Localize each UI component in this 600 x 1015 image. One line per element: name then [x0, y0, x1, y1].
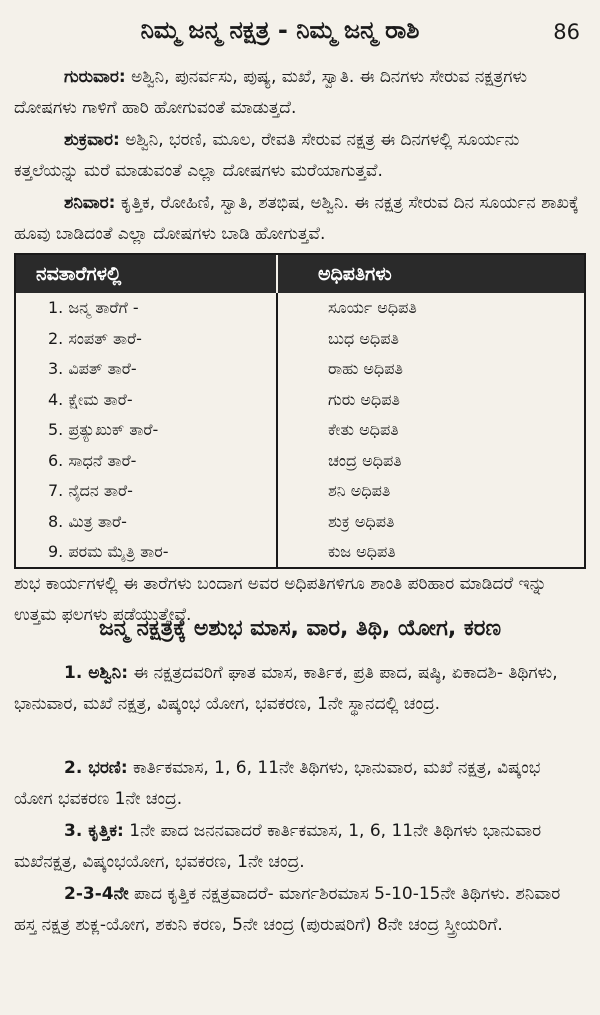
table-cell: ಬುಧ ಅಧಿಪತಿ: [328, 328, 399, 348]
item-text: 1ನೇ ಪಾದ ಜನನವಾದರೆ ಕಾರ್ತಿಕಮಾಸ, 1, 6, 11ನೇ ತಿಥಿಗಳು ಭಾನುವಾರ ಮಖೆನಕ್ಷತ್ರ, ವಿಷ್ಕಂಭಯೋಗ, ಭವಕರಣ, 1ನೇ ಚಂದ್ರ.: [14, 821, 542, 872]
table-column-adhipati: [278, 293, 584, 568]
day-label: ಶುಕ್ರವಾರ:: [64, 130, 120, 150]
page-number: 86: [553, 20, 580, 44]
table-cell: ಕೇತು ಅಧಿಪತಿ: [328, 420, 399, 439]
day-label: ಶನಿವಾರ:: [64, 193, 116, 213]
table-header: [16, 255, 584, 293]
table-cell: 7. ನೈದನ ತಾರೆ-: [48, 481, 133, 500]
table-cell: ಶನಿ ಅಧಿಪತಿ: [328, 481, 391, 500]
table-cell: 3. ವಿಪತ್ ತಾರೆ-: [48, 359, 137, 378]
intro-paragraph-friday: [14, 125, 584, 187]
column-header-navatare: ನವತಾರೆಗಳಲ್ಲಿ: [16, 255, 278, 293]
running-title: ನಿಮ್ಮ ಜನ್ಮ ನಕ್ಷತ್ರ - ನಿಮ್ಮ ಜನ್ಮ ರಾಶಿ: [140, 16, 420, 44]
table-cell: 8. ಮಿತ್ರ ತಾರೆ-: [48, 511, 127, 531]
table-cell: ರಾಹು ಅಧಿಪತಿ: [328, 359, 403, 378]
table-cell: 1. ಜನ್ಮ ತಾರೆಗೆ -: [48, 298, 139, 317]
table-cell: 4. ಕ್ಷೇಮ ತಾರೆ-: [48, 389, 133, 409]
column-header-adhipati: ಅಧಿಪತಿಗಳು: [318, 263, 392, 285]
paragraph-text: ಅಶ್ವಿನಿ, ಪುನರ್ವಸು, ಪುಷ್ಯ, ಮಖೆ, ಸ್ವಾತಿ. ಈ ದಿನಗಳು ಸೇರುವ ನಕ್ಷತ್ರಗಳು ದೋಷಗಳು ಗಾಳಿಗೆ ಹಾರಿ ಹೋಗುವಂತೆ ಮಾಡುತ್ತದೆ.: [14, 67, 528, 118]
navatare-table: [14, 253, 586, 569]
item-label: 2-3-4ನೇ: [64, 884, 129, 904]
page-header: [0, 14, 600, 48]
table-cell: 6. ಸಾಧನೆ ತಾರೆ-: [48, 450, 137, 470]
section-heading: ಜನ್ಮ ನಕ್ಷತ್ರಕ್ಕೆ ಅಶುಭ ಮಾಸ, ವಾರ, ತಿಥಿ, ಯೋಗ, ಕರಣ: [98, 616, 502, 641]
item-krittika-2-3-4: [14, 879, 584, 941]
table-column-tare: [16, 293, 278, 568]
table-cell: 5. ಪ್ರತ್ಯುಖುಕ್ ತಾರೆ-: [48, 420, 159, 439]
paragraph-text: ಕೃತ್ತಿಕ, ರೋಹಿಣಿ, ಸ್ವಾತಿ, ಶತಭಿಷ, ಅಶ್ವಿನಿ. ಈ ನಕ್ಷತ್ರ ಸೇರುವ ದಿನ ಸೂರ್ಯನ ಶಾಖಕ್ಕೆ ಹೂವು ಬಾಡಿದಂತೆ ಎಲ್ಲಾ ದೋಷಗಳು ಬಾಡಿ ಹೋಗುತ್ತವೆ.: [14, 193, 579, 244]
table-cell: 2. ಸಂಪತ್ ತಾರೆ-: [48, 328, 142, 348]
item-krittika: [14, 816, 584, 878]
table-cell: ಗುರು ಅಧಿಪತಿ: [328, 389, 400, 409]
item-label: 1. ಅಶ್ವಿನಿ:: [64, 663, 129, 683]
table-cell: ಕುಜ ಅಧಿಪತಿ: [328, 542, 396, 561]
table-cell: ಸೂರ್ಯ ಅಧಿಪತಿ: [328, 298, 417, 317]
item-label: 3. ಕೃತ್ತಿಕ:: [64, 821, 124, 841]
day-label: ಗುರುವಾರ:: [64, 67, 126, 87]
paragraph-text: ಅಶ್ವಿನಿ, ಭರಣಿ, ಮೂಲ, ರೇವತಿ ಸೇರುವ ನಕ್ಷತ್ರ ಈ ದಿನಗಳಲ್ಲಿ ಸೂರ್ಯನು ಕತ್ತಲೆಯನ್ನು ಮರೆ ಮಾಡುವಂತೆ ಎಲ್ಲಾ ದೋಷಗಳು ಮರೆಯಾಗುತ್ತವೆ.: [14, 130, 520, 181]
item-ashwini: [14, 658, 584, 720]
item-text: ಕಾರ್ತಿಕಮಾಸ, 1, 6, 11ನೇ ತಿಥಿಗಳು, ಭಾನುವಾರ, ಮಖೆ ನಕ್ಷತ್ರ, ವಿಷ್ಕಂಭ ಯೋಗ ಭವಕರಣ 1ನೇ ಚಂದ್ರ.: [14, 758, 541, 809]
table-cell: ಶುಕ್ರ ಅಧಿಪತಿ: [328, 511, 395, 531]
intro-paragraph-saturday: [14, 188, 584, 250]
item-text: ಪಾದ ಕೃತ್ತಿಕ ನಕ್ಷತ್ರವಾದರೆ- ಮಾರ್ಗಶಿರಮಾಸ 5-10-15ನೇ ತಿಥಿಗಳು. ಶನಿವಾರ ಹಸ್ತ ನಕ್ಷತ್ರ ಶುಕ್ಲ-ಯೋಗ, ಶಕುನಿ ಕರಣ, 5ನೇ ಚಂದ್ರ (ಪುರುಷರಿಗೆ) 8ನೇ ಚಂದ್ರ ಸ್ತ್ರೀಯರಿಗೆ.: [14, 884, 561, 935]
item-label: 2. ಭರಣಿ:: [64, 758, 128, 778]
item-text: ಈ ನಕ್ಷತ್ರದವರಿಗೆ ಘಾತ ಮಾಸ, ಕಾರ್ತಿಕ, ಪ್ರತಿ ಪಾದ, ಷಷ್ಠಿ, ಏಕಾದಶಿ- ತಿಥಿಗಳು, ಭಾನುವಾರ, ಮಖೆ ನಕ್ಷತ್ರ, ವಿಷ್ಕಂಭ ಯೋಗ, ಭವಕರಣ, 1ನೇ ಸ್ಥಾನದಲ್ಲಿ ಚಂದ್ರ.: [14, 663, 558, 714]
table-cell: 9. ಪರಮ ಮೈತ್ರಿ ತಾರ-: [48, 542, 169, 561]
table-body: [16, 293, 584, 568]
intro-paragraph-thursday: [14, 62, 584, 124]
after-table-paragraph: ಶುಭ ಕಾರ್ಯಗಳಲ್ಲಿ ಈ ತಾರೆಗಳು ಬಂದಾಗ ಅವರ ಅಧಿಪತಿಗಳಿಗೂ ಶಾಂತಿ ಪರಿಹಾರ ಮಾಡಿದರೆ ಇನ್ನು ಉತ್ತಮ ಫಲಗಳು ಪಡೆಯುತ್ತೇವೆ.: [14, 574, 547, 625]
table-cell: ಚಂದ್ರ ಅಧಿಪತಿ: [328, 450, 402, 470]
item-bharani: [14, 753, 584, 815]
